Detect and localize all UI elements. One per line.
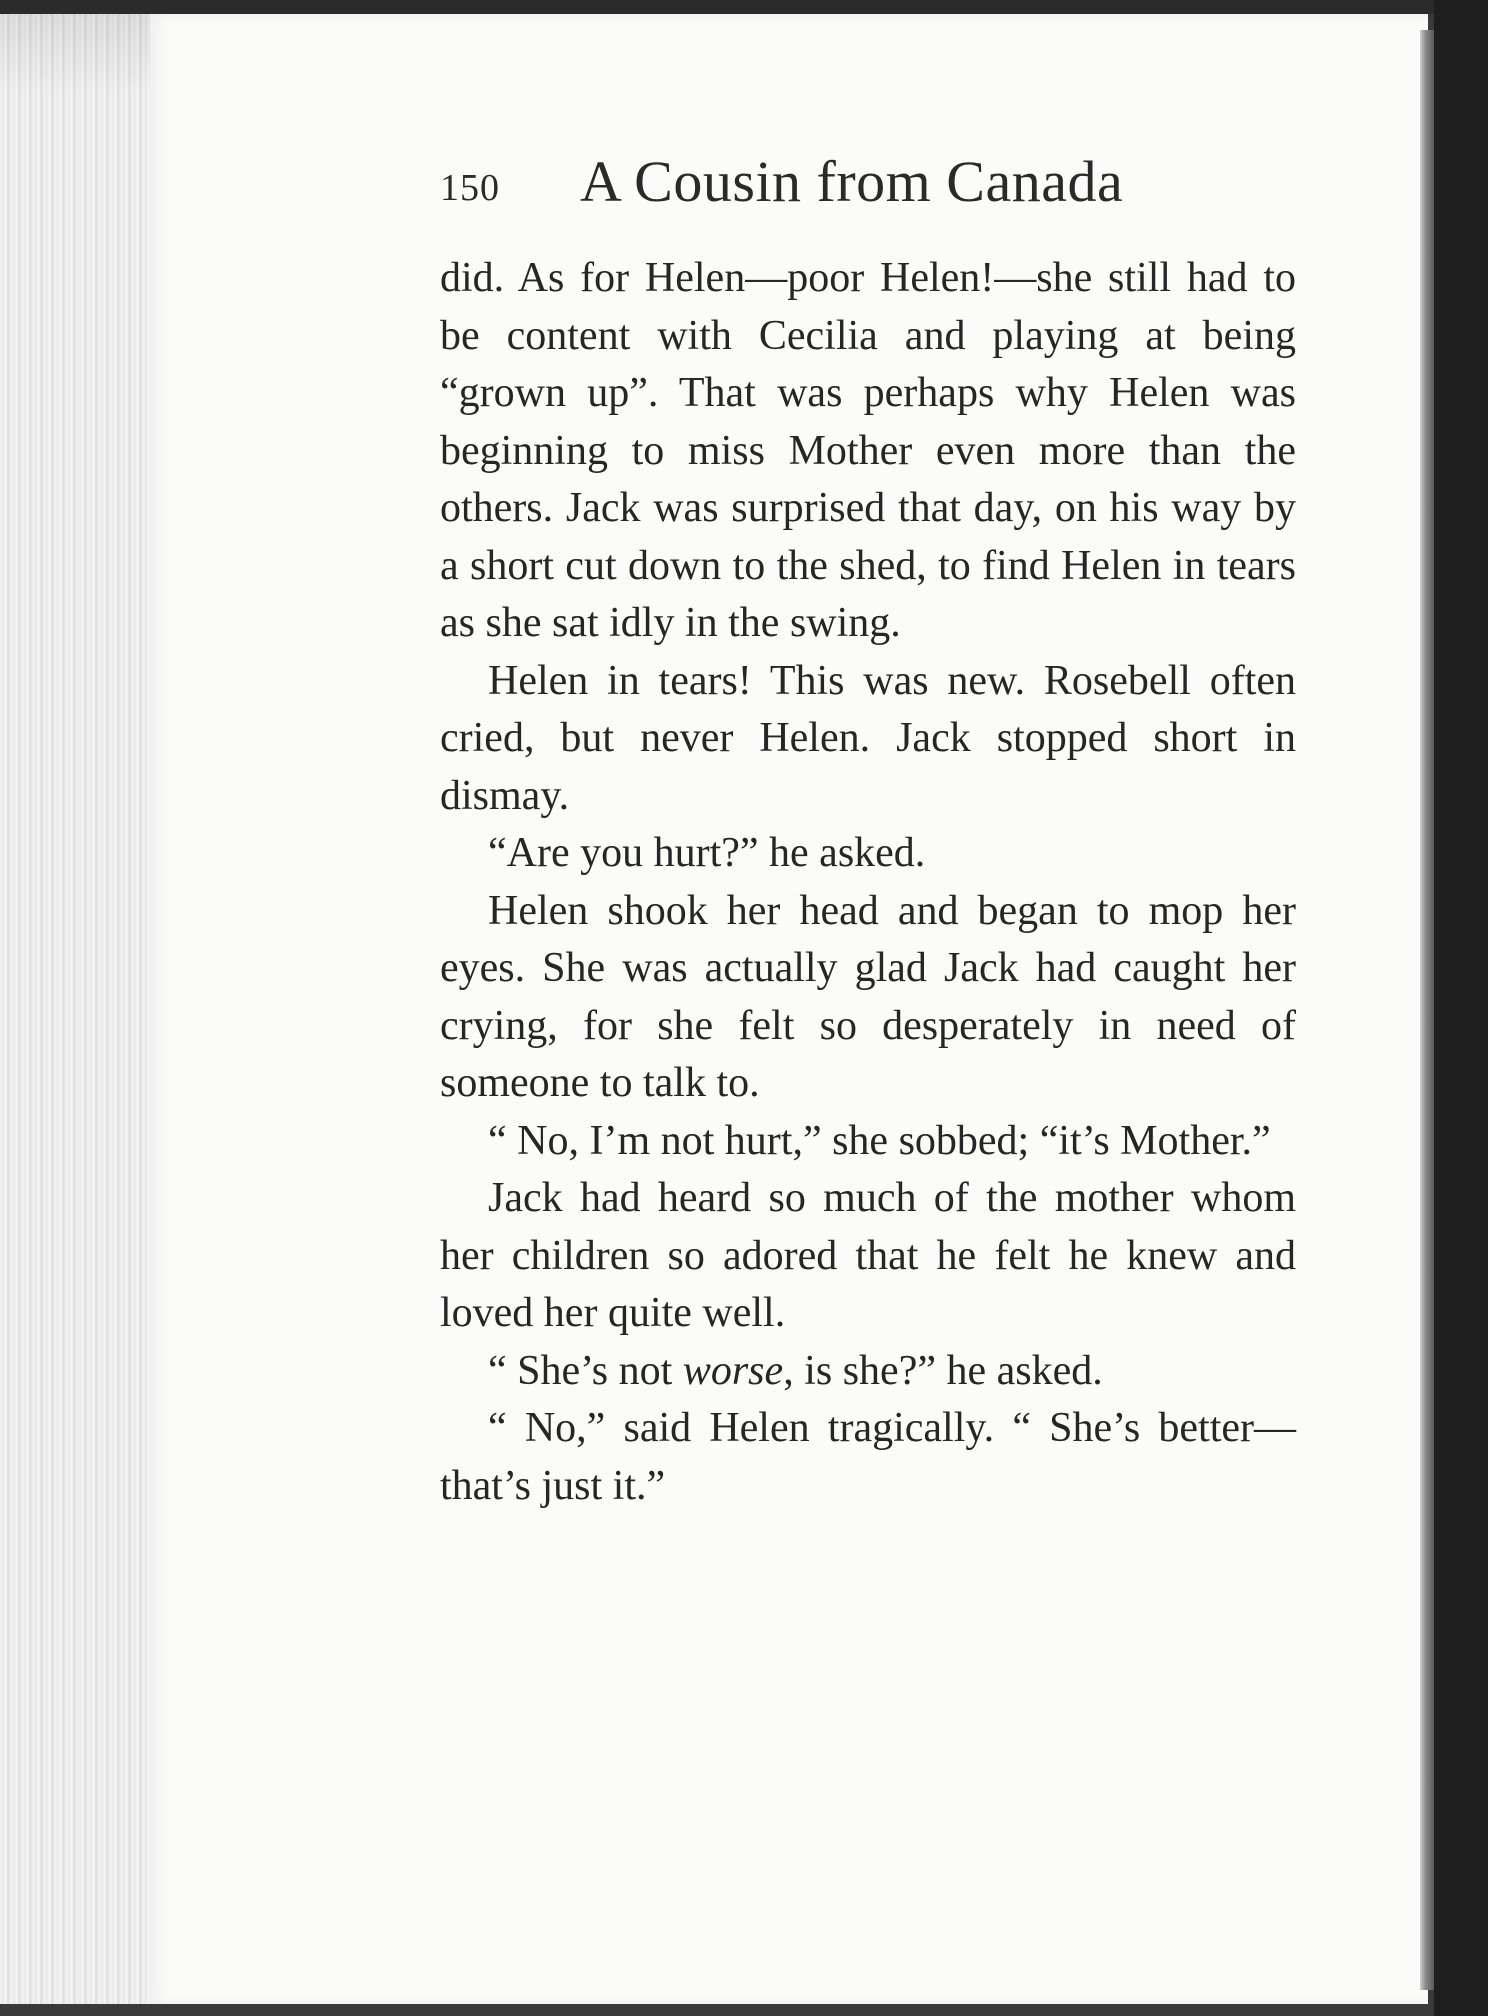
left-page-edges bbox=[0, 14, 162, 2004]
paragraph bbox=[440, 1343, 1296, 1401]
body-text bbox=[440, 250, 1296, 1515]
paragraph: did. As for Helen—poor Helen!—she still had to be content with Cecilia and playing at being “grown up”. That was perhaps why Helen was beginning to miss Mother even more than the others. Jack was surprised that day, on his way by a short cut down to the shed, to find Helen in tears as she sat idly in the swing. bbox=[440, 255, 1296, 646]
paragraph: Helen in tears! This was new. Rosebell often cried, but never Helen. Jack stopped short in dismay. bbox=[440, 657, 1296, 819]
paragraph: Helen shook her head and began to mop her eyes. She was actually glad Jack had caught her crying, for she felt so desperately in need of someone to talk to. bbox=[440, 887, 1296, 1106]
scan-right-border bbox=[1434, 0, 1488, 2016]
scan-top-border bbox=[0, 0, 1488, 14]
paragraph: “ No,” said Helen tragically. “ She’s better—that’s just it.” bbox=[440, 1405, 1296, 1509]
right-page-edge bbox=[1420, 30, 1434, 1990]
paragraph-text: “ She’s not bbox=[488, 1347, 683, 1394]
paragraph-text: , is she?” he asked. bbox=[783, 1347, 1103, 1394]
paragraph: “ No, I’m not hurt,” she sobbed; “it’s Mother.” bbox=[488, 1117, 1271, 1164]
italic-word: worse bbox=[682, 1347, 784, 1394]
running-title: A Cousin from Canada bbox=[580, 149, 1124, 214]
paragraph: Jack had heard so much of the mother whom her children so adored that he felt he knew and loved her quite well. bbox=[440, 1175, 1296, 1336]
page-header bbox=[440, 148, 1160, 218]
paragraph: “Are you hurt?” he asked. bbox=[488, 830, 926, 876]
page-number: 150 bbox=[440, 167, 500, 209]
